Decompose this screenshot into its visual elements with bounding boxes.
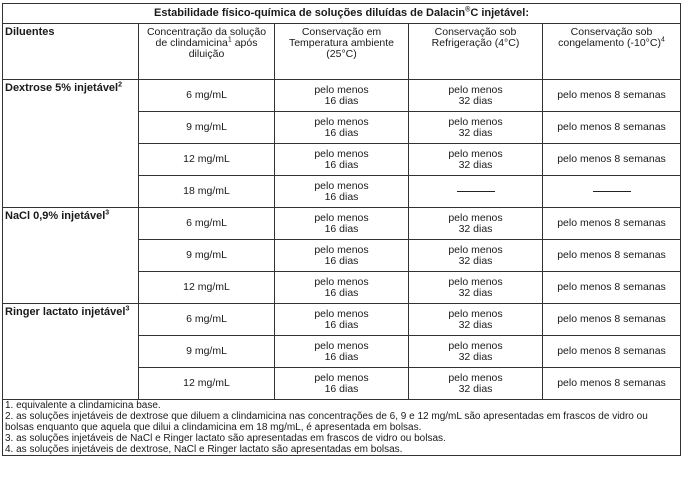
refrigeration-cell: pelo menos 32 dias: [409, 336, 543, 368]
ambient-cell: pelo menos 16 dias: [275, 304, 409, 336]
not-applicable-dash: [457, 191, 495, 192]
freezing-cell: [543, 176, 681, 208]
concentration-cell: 12 mg/mL: [139, 144, 275, 176]
concentration-cell: 9 mg/mL: [139, 336, 275, 368]
header-ambiente: Conservação em Temperatura ambiente (25°C): [275, 24, 409, 80]
freezing-cell: pelo menos 8 semanas: [543, 304, 681, 336]
ambient-cell: pelo menos 16 dias: [275, 176, 409, 208]
ambient-cell: pelo menos 16 dias: [275, 208, 409, 240]
ambient-cell: pelo menos 16 dias: [275, 272, 409, 304]
concentration-cell: 18 mg/mL: [139, 176, 275, 208]
refrigeration-cell: pelo menos 32 dias: [409, 208, 543, 240]
refrigeration-cell: pelo menos 32 dias: [409, 80, 543, 112]
concentration-cell: 6 mg/mL: [139, 304, 275, 336]
refrigeration-cell: pelo menos 32 dias: [409, 240, 543, 272]
freezing-cell: pelo menos 8 semanas: [543, 80, 681, 112]
refrigeration-cell: pelo menos 32 dias: [409, 112, 543, 144]
refrigeration-cell: pelo menos 32 dias: [409, 304, 543, 336]
refrigeration-cell: pelo menos 32 dias: [409, 272, 543, 304]
ambient-cell: pelo menos 16 dias: [275, 240, 409, 272]
concentration-cell: 6 mg/mL: [139, 208, 275, 240]
ambient-cell: pelo menos 16 dias: [275, 144, 409, 176]
freezing-cell: pelo menos 8 semanas: [543, 336, 681, 368]
concentration-cell: 9 mg/mL: [139, 112, 275, 144]
diluent-cell: NaCl 0,9% injetável$^3$: [3, 208, 139, 304]
freezing-cell: pelo menos 8 semanas: [543, 208, 681, 240]
diluent-cell: Ringer lactato injetável$^3$: [3, 304, 139, 400]
header-concentracao: Concentração da solução de clindamicina$^1$ após diluição: [139, 24, 275, 80]
ambient-cell: pelo menos 16 dias: [275, 336, 409, 368]
concentration-cell: 6 mg/mL: [139, 80, 275, 112]
freezing-cell: pelo menos 8 semanas: [543, 112, 681, 144]
stability-table-container: [2, 3, 680, 473]
footnote: 4. as soluções injetáveis de dextrose, NaCl e Ringer lactato são apresentadas em bolsas.: [5, 444, 403, 455]
refrigeration-cell: pelo menos 32 dias: [409, 144, 543, 176]
footnote: 2. as soluções injetáveis de dextrose que diluem a clindamicina nas concentrações de 6, 9 e 12 mg/mL são apresentadas em frascos de vidro ou bolsas enquanto que aquela que dilui a clindamicina em 18 mg/mL, é apresentada em bolsas.: [5, 411, 648, 433]
header-congelamento: Conservação sob congelamento $(-10^\circ C)^4$: [543, 24, 681, 80]
header-refrigeracao: Conservação sob Refrigeração (4°C): [409, 24, 543, 80]
concentration-cell: 12 mg/mL: [139, 368, 275, 400]
concentration-cell: 9 mg/mL: [139, 240, 275, 272]
refrigeration-cell: pelo menos 32 dias: [409, 368, 543, 400]
footnote: 1. equivalente a clindamicina base.: [5, 400, 161, 411]
diluent-cell: Dextrose 5% injetável$^2$: [3, 80, 139, 208]
concentration-cell: 12 mg/mL: [139, 272, 275, 304]
table-title: Estabilidade físico-química de soluções diluídas de Dalacin®C injetável:: [3, 4, 681, 24]
not-applicable-dash: [593, 191, 631, 192]
footnotes: [3, 400, 681, 456]
header-diluentes: Diluentes: [3, 24, 139, 80]
table-row: [3, 304, 681, 336]
freezing-cell: pelo menos 8 semanas: [543, 240, 681, 272]
ambient-cell: pelo menos 16 dias: [275, 368, 409, 400]
stability-table: [2, 3, 681, 456]
freezing-cell: pelo menos 8 semanas: [543, 368, 681, 400]
footnote: 3. as soluções injetáveis de NaCl e Ringer lactato são apresentadas em frascos de vidro ou bolsas.: [5, 433, 446, 444]
table-row: [3, 208, 681, 240]
table-row: [3, 80, 681, 112]
freezing-cell: pelo menos 8 semanas: [543, 272, 681, 304]
ambient-cell: pelo menos 16 dias: [275, 112, 409, 144]
refrigeration-cell: [409, 176, 543, 208]
freezing-cell: pelo menos 8 semanas: [543, 144, 681, 176]
ambient-cell: pelo menos 16 dias: [275, 80, 409, 112]
